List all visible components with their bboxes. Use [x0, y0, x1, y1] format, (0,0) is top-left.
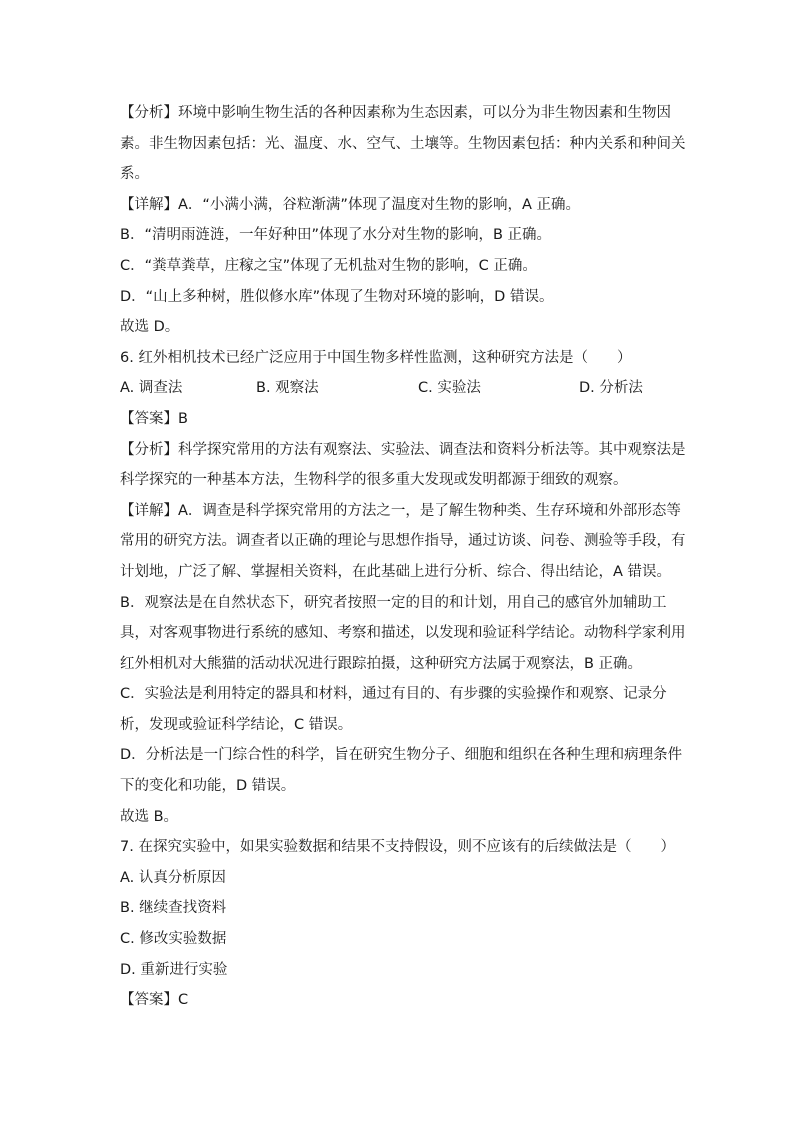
option-d: D. 分析法: [579, 380, 643, 397]
option-b: B. 继续查找资料: [120, 900, 227, 917]
analysis-line: 【分析】科学探究常用的方法有观察法、实验法、调查法和资料分析法等。其中观察法是: [120, 441, 686, 458]
explanation-line: 【详解】A．调查是科学探究常用的方法之一，是了解生物种类、生存环境和外部形态等: [120, 502, 681, 519]
option-c: C. 实验法: [418, 380, 481, 397]
explanation-line: C．实验法是利用特定的器具和材料，通过有目的、有步骤的实验操作和观察、记录分: [120, 686, 667, 703]
question-6-options: [120, 373, 680, 404]
option-c: C. 修改实验数据: [120, 931, 227, 948]
option-b: B. 观察法: [256, 380, 319, 397]
explanation-line: 常用的研究方法。调查者以正确的理论与思想作指导，通过访谈、问卷、测验等手段，有: [120, 533, 686, 550]
document-content: [120, 98, 686, 1016]
answer-7: 【答案】C: [120, 992, 189, 1009]
analysis-line: 科学探究的一种基本方法，生物科学的很多重大发现或发明都源于细致的观察。: [120, 472, 628, 489]
conclusion-line: 故选 D。: [120, 319, 180, 336]
explanation-line: 计划地，广泛了解、掌握相关资料，在此基础上进行分析、综合、得出结论，A 错误。: [120, 563, 672, 580]
explanation-line: B．观察法是在自然状态下，研究者按照一定的目的和计划，用自己的感官外加辅助工: [120, 594, 667, 611]
explanation-line: D．“山上多种树，胜似修水库”体现了生物对环境的影响，D 错误。: [120, 288, 554, 305]
explanation-line: B．“清明雨涟涟，一年好种田”体现了水分对生物的影响，B 正确。: [120, 227, 552, 244]
option-a: A. 认真分析原因: [120, 869, 226, 886]
explanation-line: 具，对客观事物进行系统的感知、考察和描述，以发现和验证科学结论。动物科学家利用: [120, 625, 686, 642]
explanation-line: 下的变化和功能，D 错误。: [120, 778, 296, 795]
analysis-line: 素。非生物因素包括：光、温度、水、空气、土壤等。生物因素包括：种内关系和种间关: [120, 135, 686, 152]
explanation-line: 析，发现或验证科学结论，C 错误。: [120, 716, 353, 733]
option-d: D. 重新进行实验: [120, 961, 228, 978]
analysis-line: 【分析】环境中影响生物生活的各种因素称为生态因素，可以分为非生物因素和生物因: [120, 105, 671, 121]
explanation-line: C．“粪草粪草，庄稼之宝”体现了无机盐对生物的影响，C 正确。: [120, 257, 537, 274]
option-a: A. 调查法: [120, 380, 183, 397]
question-6: 6. 红外相机技术已经广泛应用于中国生物多样性监测，这种研究方法是（ ）: [120, 349, 632, 366]
conclusion-line: 故选 B。: [120, 808, 179, 825]
explanation-line: 【详解】A．“小满小满，谷粒渐满”体现了温度对生物的影响，A 正确。: [120, 196, 580, 213]
explanation-line: 红外相机对大熊猫的活动状况进行跟踪拍摄，这种研究方法属于观察法，B 正确。: [120, 655, 643, 672]
analysis-line: 系。: [120, 166, 149, 183]
explanation-line: D．分析法是一门综合性的科学，旨在研究生物分子、细胞和组织在各种生理和病理条件: [120, 747, 683, 764]
question-7: 7. 在探究实验中，如果实验数据和结果不支持假设，则不应该有的后续做法是（ ）: [120, 839, 675, 856]
answer-6: 【答案】B: [120, 410, 188, 427]
